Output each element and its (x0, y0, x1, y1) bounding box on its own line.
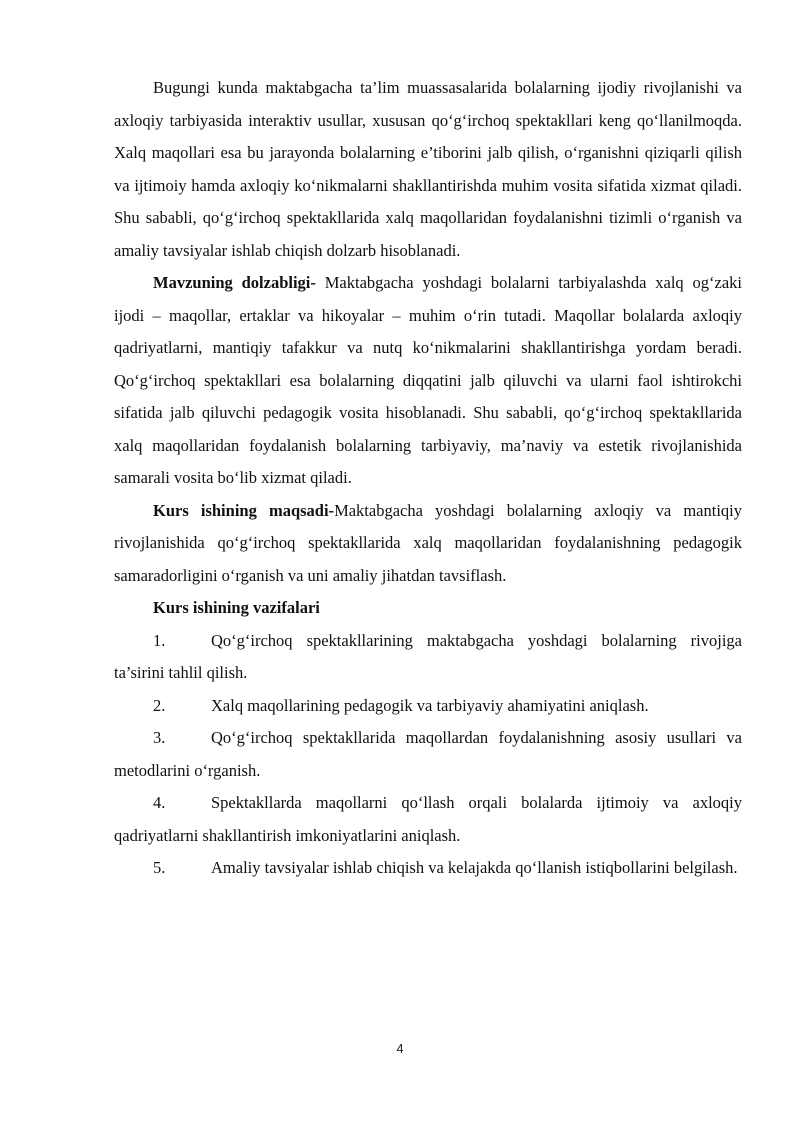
task-number: 4. (153, 793, 166, 812)
goal-paragraph (114, 495, 742, 593)
task-text: Qo‘g‘irchoq spektakllarida maqollardan foydalanishning asosiy usullari va metodlarini o‘rganish. (114, 728, 742, 780)
relevance-paragraph (114, 267, 742, 495)
task-number: 2. (153, 695, 166, 715)
task-item (114, 722, 742, 787)
task-item (114, 852, 742, 885)
intro-paragraph: Bugungi kunda maktabgacha ta’lim muassasalarida bolalarning ijodiy rivojlanishi va axloqiy tarbiyasida interaktiv usullar, xususan qo‘g‘irchoq spektakllari keng qo‘llanilmoqda. Xalq maqollari esa bu jarayonda bolalarning e’tiborini jalb qilish, o‘rganishni qiziqarli qilish va ijtimoiy hamda axloqiy ko‘nikmalarni shakllantirishda muhim vosita sifatida xizmat qiladi. Shu sababli, qo‘g‘irchoq spektakllarida xalq maqollaridan foydalanishni tizimli o‘rganish va amaliy tavsiyalar ishlab chiqish dolzarb hisoblanadi. (114, 78, 742, 260)
tasks-heading: Kurs ishining vazifalari (153, 598, 320, 617)
goal-text: Maktabgacha yoshdagi bolalarning axloqiy va mantiqiy rivojlanishida qo‘g‘irchoq spektakllarida xalq maqollaridan foydalanishning pedagogik samaradorligini o‘rganish va uni amaliy jihatdan tavsiflash. (114, 500, 742, 585)
goal-heading: Kurs ishining maqsadi- (153, 500, 335, 520)
relevance-heading: Mavzuning dolzabligi- (153, 273, 316, 292)
task-number: 1. (153, 630, 166, 650)
task-number: 3. (153, 728, 166, 747)
task-item (114, 690, 742, 723)
relevance-text: Maktabgacha yoshdagi bolalarni tarbiyalashda xalq og‘zaki ijodi – maqollar, ertaklar va hikoyalar – muhim o‘rin tutadi. Maqollar bolalarda axloqiy qadriyatlarni, mantiqiy tafakkur va nutq ko‘nikmalarini shakllantirishga yordam beradi. Qo‘g‘irchoq spektakllari esa bolalarning diqqatini jalb qiluvchi va ularni faol ishtirokchi sifatida jalb qiluvchi pedagogik vosita hisoblanadi. Shu sababli, qo‘g‘irchoq spektakllarida xalq maqollaridan foydalanish bolalarning tarbiyaviy, ma’naviy va estetik rivojlanishida samarali vosita bo‘lib xizmat qiladi. (114, 273, 742, 487)
task-item (114, 625, 742, 690)
document-page (114, 72, 742, 885)
task-text: Spektakllarda maqollarni qo‘llash orqali bolalarda ijtimoiy va axloqiy qadriyatlarni shakllantirish imkoniyatlarini aniqlash. (114, 793, 742, 845)
task-text: Qo‘g‘irchoq spektakllarining maktabgacha yoshdagi bolalarning rivojiga ta’sirini tahlil qilish. (114, 630, 742, 682)
task-number: 5. (153, 858, 166, 877)
task-text: Amaliy tavsiyalar ishlab chiqish va kelajakda qo‘llanish istiqbollarini belgilash. (211, 858, 738, 877)
task-item (114, 787, 742, 852)
page-number: 4 (396, 1041, 404, 1056)
task-text: Xalq maqollarining pedagogik va tarbiyaviy ahamiyatini aniqlash. (211, 695, 649, 715)
